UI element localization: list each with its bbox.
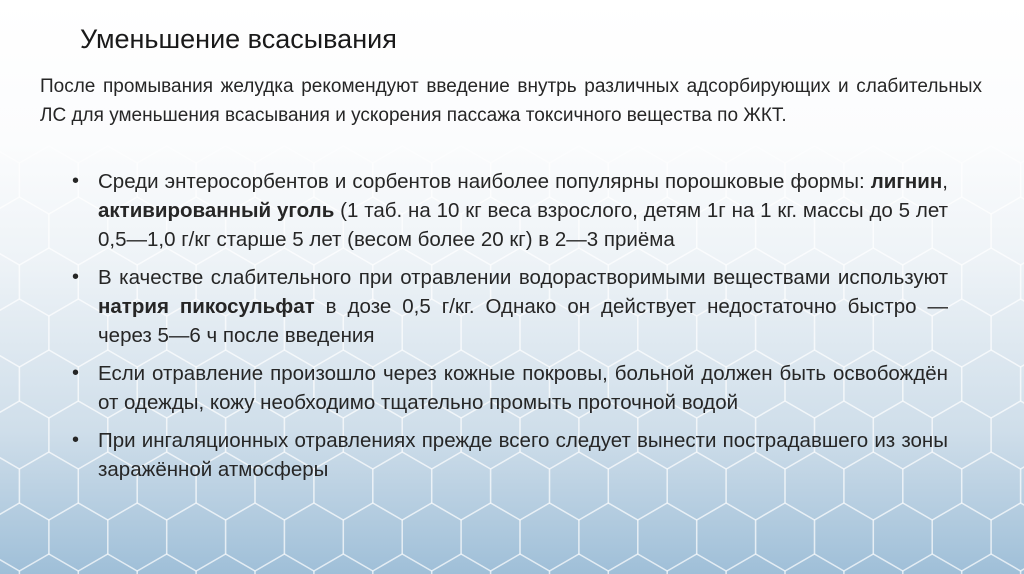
intro-paragraph: После промывания желудка рекомендуют введение внутрь различных адсорбирующих и слабительных ЛС для уменьшения всасывания и ускорения пассажа токсичного вещества по ЖКТ. <box>40 76 982 126</box>
slide-title: Уменьшение всасывания <box>80 24 397 54</box>
bullet-list <box>70 167 948 493</box>
bullet-text: Среди энтеросорбентов и сорбентов наиболее популярны порошковые формы: <box>98 170 871 193</box>
bullet-item-inhalation <box>70 426 948 484</box>
bullet-text: При ингаляционных отравлениях прежде всего следует вынести пострадавшего из зоны заражённой атмосферы <box>98 429 948 481</box>
bold-term-activated-charcoal: активированный уголь <box>98 199 335 222</box>
bullet-marker: • <box>72 266 80 288</box>
bullet-item-sorbents <box>70 167 948 254</box>
bullet-text: , <box>942 170 948 193</box>
bullet-text: Если отравление произошло через кожные покровы, больной должен быть освобождён от одежды, кожу необходимо тщательно промыть проточной водой <box>98 362 948 414</box>
bullet-marker: • <box>72 429 80 451</box>
bullet-marker: • <box>72 362 80 384</box>
bullet-item-skin-exposure <box>70 359 948 417</box>
bullet-text: В качестве слабительного при отравлении водорастворимыми веществами используют <box>98 266 948 289</box>
bullet-item-laxative <box>70 263 948 350</box>
bullet-marker: • <box>72 170 80 192</box>
bold-term-sodium-picosulfate: натрия пикосульфат <box>98 295 315 318</box>
bold-term-lignin: лигнин <box>870 170 943 193</box>
bullet-text: (1 таб. на 10 кг веса взрослого, детям 1г на 1 кг. массы до 5 лет 0,5—1,0 г/кг старше 5 лет (весом более 20 кг) в 2—3 приёма <box>98 199 948 251</box>
bullet-text: в дозе 0,5 г/кг. Однако он действует недостаточно быстро — через 5—6 ч после введения <box>98 295 948 347</box>
